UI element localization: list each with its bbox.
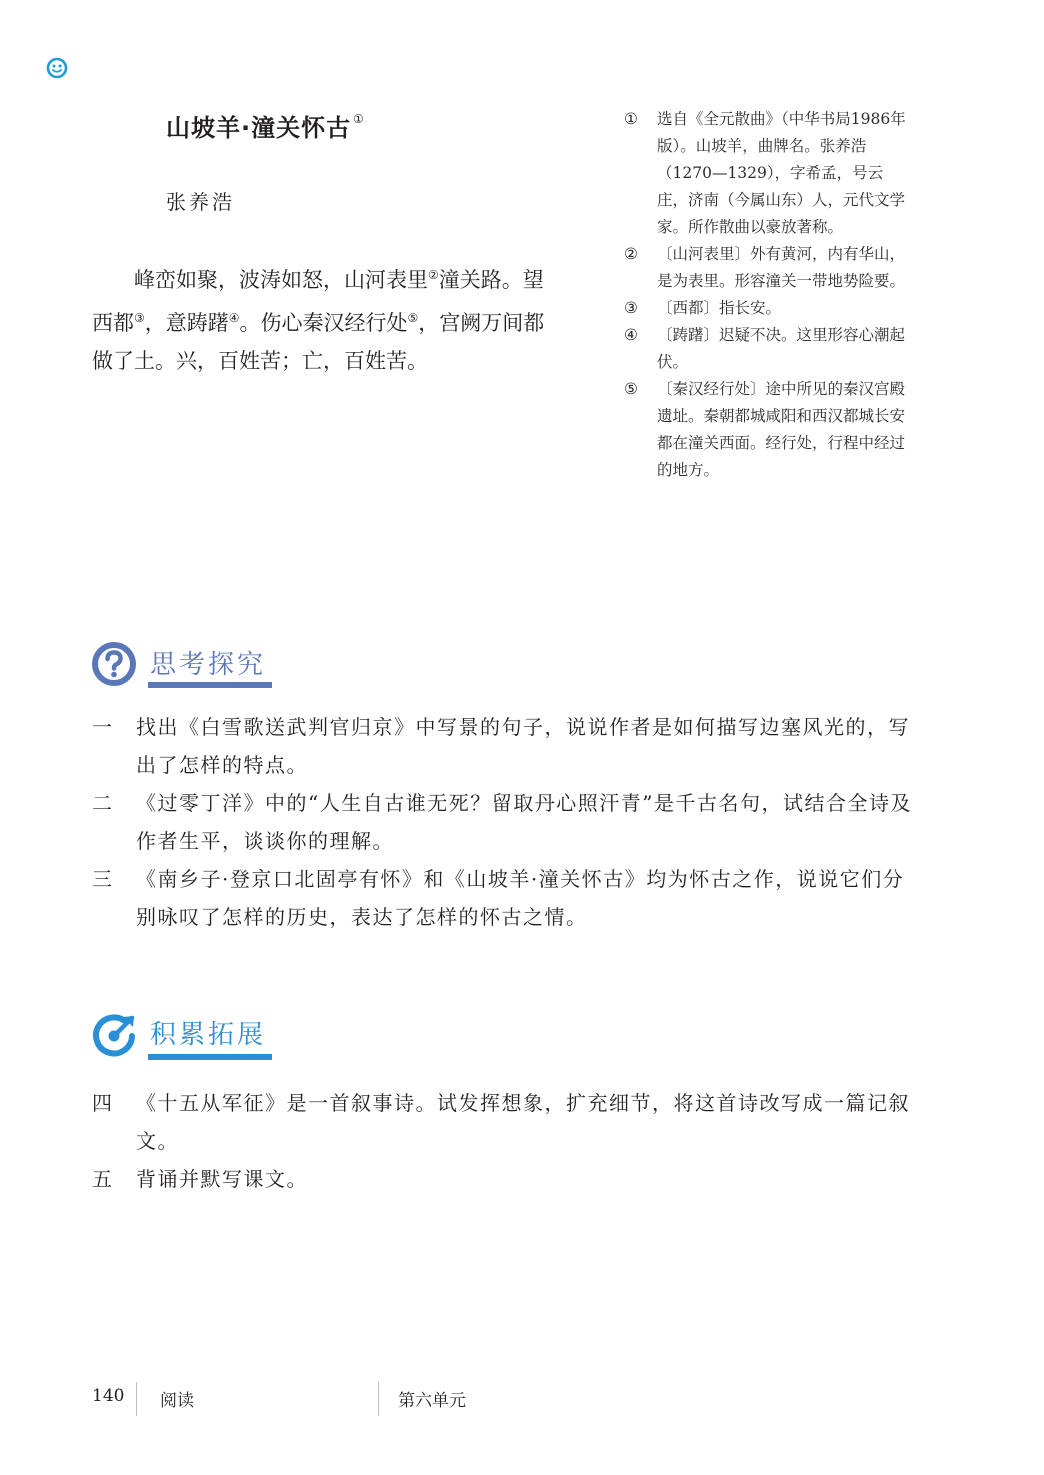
question-item: 三 《南乡子·登京口北固亭有怀》和《山坡羊·潼关怀古》均为怀古之作，说说它们分别咏叹了怎样的历史，表达了怎样的怀古之情。 (92, 867, 905, 929)
footnote-mark-4[interactable]: ④ (228, 311, 240, 325)
footer-divider (136, 1382, 137, 1416)
footnote-mark-3[interactable]: ③ (134, 311, 145, 325)
poem-author: 张养浩 (166, 190, 235, 214)
footnote-2: ② 〔山河表里〕外有黄河，内有华山，是为表里。形容潼关一带地势险要。 (624, 245, 906, 290)
question-list-extend (92, 1084, 922, 1198)
question-mark-icon (90, 640, 138, 688)
footnote-1: ① 选自《全元散曲》（中华书局1986年版）。山坡羊，曲牌名。张养浩（1270—1329），字希孟，号云庄，济南（今属山东）人，元代文学家。所作散曲以豪放著称。 (624, 110, 906, 236)
footnote-3: ③ 〔西都〕指长安。 (624, 299, 782, 317)
footer-part-label: 阅读 (160, 1391, 194, 1411)
page-footer (0, 1382, 1044, 1418)
smiley-face-icon (46, 57, 68, 79)
footnote-4: ④ 〔踌躇〕迟疑不决。这里形容心潮起伏。 (624, 326, 906, 371)
footer-unit-label: 第六单元 (398, 1391, 466, 1411)
question-item: 二 《过零丁洋》中的“人生自古谁无死？留取丹心照汗青”是千古名句，试结合全诗及作者生平，谈谈你的理解。 (92, 791, 912, 853)
footnote-mark-2[interactable]: ② (428, 268, 439, 282)
circular-arrow-icon (90, 1010, 138, 1058)
footnotes (624, 106, 914, 484)
section-underline (148, 1054, 272, 1060)
title-footnote-mark[interactable]: ① (353, 112, 365, 126)
section-heading-think (90, 640, 330, 700)
footnote-5: ⑤ 〔秦汉经行处〕途中所见的秦汉宫殿遗址。秦朝都城咸阳和西汉都城长安都在潼关西面。经行处，行程中经过的地方。 (624, 380, 906, 479)
section-title-think: 思考探究 (150, 650, 267, 680)
page-number: 140 (92, 1386, 125, 1406)
question-item: 五 背诵并默写课文。 (92, 1167, 308, 1191)
footnote-mark-5[interactable]: ⑤ (407, 311, 419, 325)
footer-divider (378, 1382, 379, 1416)
poem-body: 峰峦如聚，波涛如怒，山河表里②潼关路。望西都③，意踌躇④。伤心秦汉经行处⑤，宫阙万间都做了土。兴，百姓苦；亡，百姓苦。 (92, 268, 545, 373)
question-item: 四 《十五从军征》是一首叙事诗。试发挥想象，扩充细节，将这首诗改写成一篇记叙文。 (92, 1091, 910, 1153)
section-heading-extend (90, 1010, 330, 1070)
question-list-think (92, 708, 922, 936)
section-title-extend: 积累拓展 (150, 1020, 267, 1050)
section-underline (148, 682, 272, 688)
question-item: 一 找出《白雪歌送武判官归京》中写景的句子，说说作者是如何描写边塞风光的，写出了怎样的特点。 (92, 715, 910, 777)
poem-title: 山坡羊·潼关怀古 ① (166, 112, 365, 142)
